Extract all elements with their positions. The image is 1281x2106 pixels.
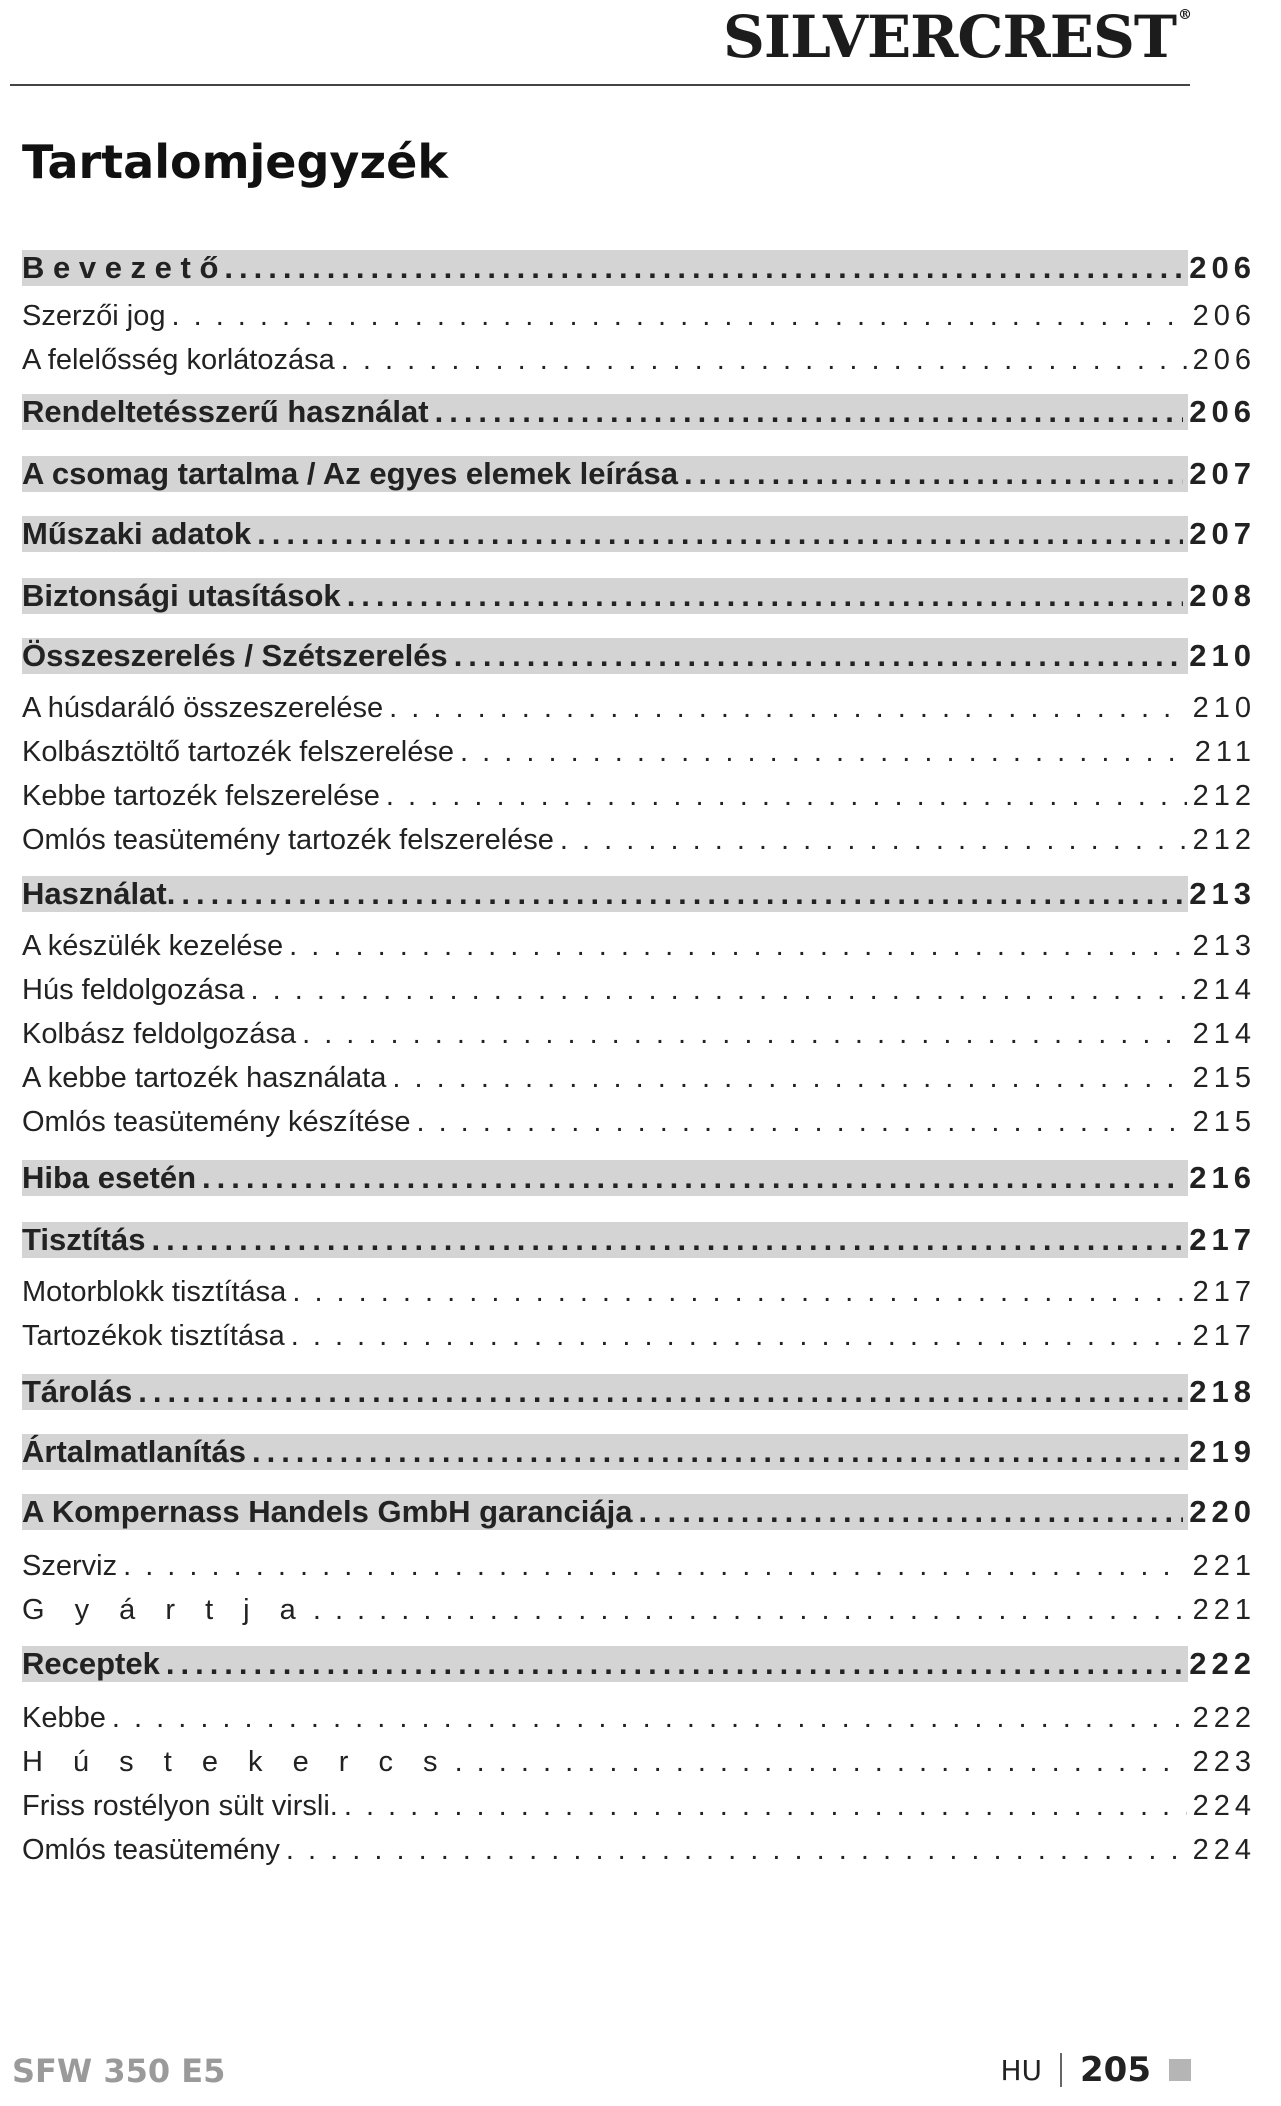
toc-page: 220 (1189, 1494, 1256, 1529)
page-title: Tartalomjegyzék (22, 135, 448, 189)
toc-leader (286, 1834, 1187, 1867)
toc-section (22, 516, 1256, 552)
toc-page: 218 (1189, 1374, 1256, 1409)
toc-page: 221 (1192, 1594, 1256, 1626)
toc-label: G y á r t j a (22, 1594, 307, 1626)
toc-section (22, 876, 1256, 912)
toc-leader (313, 1594, 1187, 1627)
toc-leader (171, 300, 1186, 333)
toc-leader (392, 1062, 1186, 1095)
toc-leader (386, 780, 1187, 813)
toc-leader (454, 638, 1184, 674)
language-code: HU (1000, 2053, 1043, 2087)
toc-label: A felelősség korlátozása (22, 344, 335, 376)
toc-leader (250, 974, 1186, 1007)
toc-entry (22, 300, 1256, 333)
toc-leader (292, 1276, 1186, 1309)
toc-page: 214 (1192, 974, 1256, 1006)
registered-mark: ® (1178, 7, 1191, 23)
toc-section (22, 1374, 1256, 1410)
toc-section (22, 250, 1256, 286)
toc-label: Tisztítás (22, 1222, 146, 1257)
toc-label: Omlós teasütemény készítése (22, 1106, 411, 1138)
toc-label: Műszaki adatok (22, 516, 252, 551)
toc-page: 217 (1189, 1222, 1256, 1257)
toc-page: 210 (1192, 692, 1256, 724)
toc-page: 213 (1189, 876, 1256, 911)
square-marker-icon (1169, 2059, 1191, 2081)
toc-page: 222 (1192, 1702, 1256, 1734)
toc-label: Összeszerelés / Szétszerelés (22, 638, 448, 673)
toc-page: 216 (1189, 1160, 1256, 1195)
toc-page: 211 (1194, 736, 1256, 768)
toc-entry (22, 692, 1256, 725)
toc-leader (289, 930, 1186, 963)
toc-label: Használat. (22, 876, 176, 911)
toc-label: A húsdaráló összeszerelése (22, 692, 384, 724)
toc-page: 206 (1192, 344, 1256, 376)
toc-label: Motorblokk tisztítása (22, 1276, 287, 1308)
toc-page: 214 (1192, 1018, 1256, 1050)
toc-label: Hús feldolgozása (22, 974, 245, 1006)
header-rule (10, 84, 1190, 86)
toc-entry (22, 974, 1256, 1007)
toc-leader (347, 578, 1184, 614)
toc-leader (389, 692, 1187, 725)
toc-leader (344, 1790, 1187, 1823)
toc-label: A Kompernass Handels GmbH garanciája (22, 1494, 633, 1529)
brand-logo-text: SILVERCREST (723, 3, 1176, 71)
toc-leader (181, 876, 1183, 912)
toc-leader (416, 1106, 1186, 1139)
toc-leader (112, 1702, 1187, 1735)
toc-entry (22, 1018, 1256, 1051)
toc-page: 223 (1192, 1746, 1256, 1778)
toc-leader (638, 1494, 1183, 1530)
toc-entry (22, 930, 1256, 963)
toc-label: Kebbe (22, 1702, 106, 1734)
toc-label: A kebbe tartozék használata (22, 1062, 387, 1094)
toc-label: Kolbász feldolgozása (22, 1018, 297, 1050)
toc-leader (560, 824, 1187, 857)
toc-leader (460, 736, 1189, 769)
toc-leader (123, 1550, 1187, 1583)
toc-leader (202, 1160, 1183, 1196)
toc-leader (151, 1222, 1183, 1258)
toc-label: Tartozékok tisztítása (22, 1320, 285, 1352)
toc-label: Hiba esetén (22, 1160, 197, 1195)
toc-page: 213 (1192, 930, 1256, 962)
toc-label: Receptek (22, 1646, 160, 1681)
toc-page: 217 (1192, 1276, 1256, 1308)
toc-label: Ártalmatlanítás (22, 1434, 246, 1469)
toc-label: Omlós teasütemény (22, 1834, 280, 1866)
toc-leader (166, 1646, 1183, 1682)
toc-entry (22, 736, 1256, 769)
toc-page: 206 (1189, 250, 1256, 285)
toc-entry (22, 824, 1256, 857)
toc-section (22, 1434, 1256, 1470)
toc-section (22, 456, 1256, 492)
toc-leader (138, 1374, 1183, 1410)
toc-label: Tárolás (22, 1374, 133, 1409)
toc-section (22, 1646, 1256, 1682)
toc-leader (435, 394, 1184, 430)
toc-label: H ú s t e k e r c s (22, 1746, 449, 1778)
toc-page: 215 (1192, 1062, 1256, 1094)
toc-leader (455, 1746, 1187, 1779)
toc-label: B e v e z e t ő (22, 250, 219, 285)
toc-label: Omlós teasütemény tartozék felszerelése (22, 824, 554, 856)
toc-leader (252, 1434, 1183, 1470)
toc-label: A csomag tartalma / Az egyes elemek leírása (22, 456, 678, 491)
toc-label: Rendeltetésszerű használat (22, 394, 429, 429)
toc-page: 224 (1192, 1790, 1256, 1822)
toc-page: 206 (1192, 300, 1256, 332)
toc-section (22, 578, 1256, 614)
toc-entry (22, 1594, 1256, 1627)
toc-page: 212 (1192, 780, 1256, 812)
toc-page: 206 (1189, 394, 1256, 429)
toc-entry (22, 344, 1256, 377)
toc-leader (224, 250, 1183, 286)
toc-entry (22, 1276, 1256, 1309)
toc-entry (22, 1320, 1256, 1353)
toc-leader (684, 456, 1183, 492)
toc-page: 222 (1189, 1646, 1256, 1681)
toc-entry (22, 1834, 1256, 1867)
brand-logo (723, 3, 1191, 71)
toc-page: 207 (1189, 456, 1256, 491)
toc-label: Kolbásztöltő tartozék felszerelése (22, 736, 454, 768)
toc-section (22, 1160, 1256, 1196)
toc-section (22, 1222, 1256, 1258)
toc-leader (341, 344, 1187, 377)
toc-label: Szerviz (22, 1550, 118, 1582)
toc-leader (302, 1018, 1187, 1051)
toc-section (22, 1494, 1256, 1530)
toc-page: 212 (1192, 824, 1256, 856)
toc-entry (22, 1790, 1256, 1823)
toc-page: 219 (1189, 1434, 1256, 1469)
toc-page: 215 (1192, 1106, 1256, 1138)
toc-page: 224 (1192, 1834, 1256, 1866)
toc-entry (22, 1550, 1256, 1583)
model-number: SFW 350 E5 (12, 2052, 226, 2090)
page-number: 205 (1080, 2050, 1151, 2090)
toc-section (22, 638, 1256, 674)
toc-entry (22, 1702, 1256, 1735)
toc-label: A készülék kezelése (22, 930, 284, 962)
page-footer (1000, 2050, 1191, 2090)
toc-leader (257, 516, 1183, 552)
toc-entry (22, 780, 1256, 813)
toc-label: Szerzői jog (22, 300, 166, 332)
footer-divider (1060, 2053, 1062, 2087)
toc-page: 217 (1192, 1320, 1256, 1352)
toc-page: 207 (1189, 516, 1256, 551)
toc-label: Biztonsági utasítások (22, 578, 341, 613)
toc-page: 210 (1189, 638, 1256, 673)
toc-entry (22, 1746, 1256, 1779)
toc-page: 208 (1189, 578, 1256, 613)
toc-label: Kebbe tartozék felszerelése (22, 780, 380, 812)
toc-leader (291, 1320, 1187, 1353)
toc-label: Friss rostélyon sült virsli. (22, 1790, 338, 1822)
toc-page: 221 (1192, 1550, 1256, 1582)
toc-entry (22, 1106, 1256, 1139)
toc-section (22, 394, 1256, 430)
toc-entry (22, 1062, 1256, 1095)
